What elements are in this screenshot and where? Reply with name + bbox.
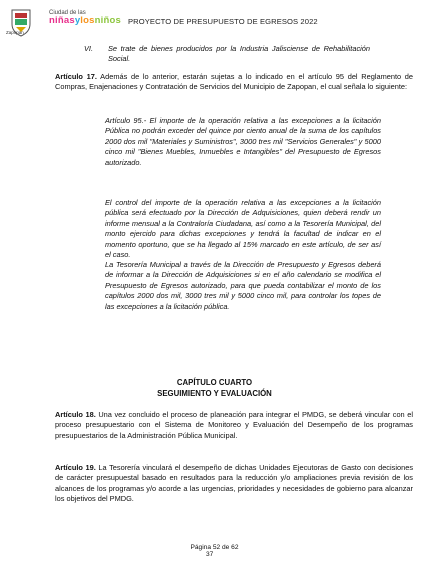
page-header	[0, 0, 429, 40]
page-footer: Página 52 de 62	[190, 544, 239, 551]
brand-line1: Ciudad de las	[49, 10, 86, 16]
article-19-label: Artículo 19.	[55, 463, 96, 472]
item-vi-numeral: VI.	[84, 44, 94, 53]
article-18	[55, 410, 413, 441]
quote-paragraph-1: Artículo 95.- El importe de la operación relativa a las excepciones a la licitación Pública no podrán exceder del quince por ciento anual de la suma de los capítulos 2000 dos mil "Materiales y Suministros", 3000 tres mil "Servicios Generales" y 5000 cinco mil "Bienes Muebles, Inmuebles e Intangibles" del Presupuesto de Egresos autorizado.	[105, 116, 381, 167]
chapter-subtitle: SEGUIMIENTO Y EVALUACIÓN	[157, 389, 272, 398]
article-19	[55, 463, 413, 505]
article-17-text: Además de lo anterior, estarán sujetas a lo indicado en el artículo 95 del Reglamento de Compras, Enajenaciones y Contratación de Servicios del Municipio de Zapopan, el cual señala lo siguiente:	[55, 72, 414, 92]
article-17	[55, 72, 413, 93]
quote-paragraph-3: La Tesorería Municipal a través de la Dirección de Presupuesto y Egresos deberá de informar a la Dirección de Adquisiciones si en el año calendario se modifica el Presupuesto de Egresos autorizado, para que pueda contabilizar el monto de los capítulos 2000 dos mil, 3000 tres mil y 5000 cinco mil, para controlar los topes de las excepciones a la licitación pública.	[105, 260, 381, 311]
article-17-label: Artículo 17.	[55, 72, 97, 81]
chapter-title: CAPÍTULO CUARTO	[176, 378, 253, 387]
article-19-text: La Tesorería vinculará el desempeño de dichas Unidades Ejecutoras de Gasto con decisiones de carácter presupuestal basado en resultados para la reducción y/o ampliaciones previa revisión de los alcances de los programas y/o acorde a las urgencias, prioridades y necesidades de gobierno para alcanzar los objetivos del PMDG.	[55, 463, 414, 504]
item-vi-text: Se trate de bienes producidos por la Industria Jalisciense de Rehabilitación Social.	[108, 44, 370, 64]
page-number: 37	[206, 551, 214, 558]
brand-line2: niñasylosniños	[49, 15, 121, 26]
document-title: PROYECTO DE PRESUPUESTO DE EGRESOS 2022	[128, 17, 318, 26]
article-18-text: Una vez concluido el proceso de planeación para integrar el PMDG, se deberá vincular con el proceso presupuestario con el Sistema de Monitoreo y Evaluación del Desempeño de los programas presupuestarios de la Administración Pública Municipal.	[55, 410, 413, 440]
quote-paragraph-2: El control del importe de la operación relativa a las excepciones a la licitación pública será efectuado por la Dirección de Adquisiciones, quien deberá rendir un informe mensual a la Contraloría Ciudadana, así como a la Tesorería Municipal, del monto ejercido para dichas excepciones y tendrá la facultad de indicar en el momento oportuno, que se ha llegado al 15% marcado en este artículo, de ser así el caso.	[105, 198, 381, 260]
article-18-label: Artículo 18.	[55, 410, 96, 419]
brand-logo	[49, 10, 121, 24]
logo-caption: Zapopan	[6, 30, 24, 35]
